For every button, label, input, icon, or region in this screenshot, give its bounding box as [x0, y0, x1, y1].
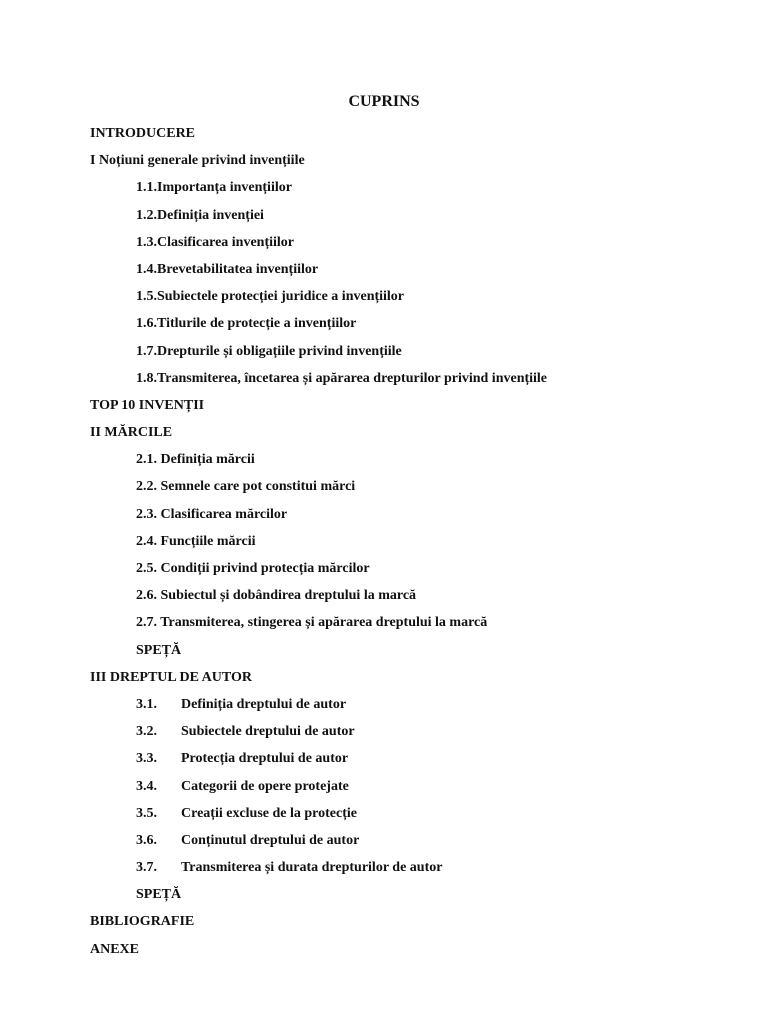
- toc-subsection-entry: [90, 800, 730, 827]
- toc-subsection-entry: 2.6. Subiectul și dobândirea dreptului la marcă: [136, 588, 417, 604]
- toc-entry-label: Categorii de opere protejate: [181, 778, 349, 794]
- toc-entry-label: Subiectele dreptului de autor: [181, 724, 355, 740]
- toc-subsection-entry: 1.8.Transmiterea, încetarea și apărarea drepturilor privind invențiile: [136, 370, 548, 386]
- toc-entry-number: 3.7.: [136, 860, 157, 876]
- toc-subsection-entry: 2.1. Definiția mărcii: [136, 452, 255, 468]
- toc-subsection-entry: [90, 691, 730, 718]
- toc-subsection-entry: [90, 773, 730, 800]
- toc-section-entry: ANEXE: [90, 941, 140, 957]
- toc-entry-number: 3.3.: [136, 751, 157, 767]
- toc-section-entry: TOP 10 INVENȚII: [90, 397, 205, 413]
- toc-subsection-entry: 2.5. Condiții privind protecția mărcilor: [136, 561, 370, 576]
- toc-subsection-entry: 1.3.Clasificarea invențiilor: [136, 234, 294, 250]
- toc-section-entry: III DREPTUL DE AUTOR: [90, 669, 252, 685]
- toc-section-entry: BIBLIOGRAFIE: [90, 914, 195, 930]
- toc-subsection-entry: 2.3. Clasificarea mărcilor: [136, 506, 288, 522]
- toc-subsection-entry: 1.5.Subiectele protecției juridice a invențiilor: [136, 289, 405, 305]
- toc-subsection-entry: 2.7. Transmiterea, stingerea și apărarea dreptului la marcă: [136, 615, 488, 631]
- toc-subsection-entry: 2.4. Funcțiile mărcii: [136, 533, 256, 549]
- toc-subsection-entry: 1.6.Titlurile de protecție a invențiilor: [136, 316, 357, 332]
- toc-subsection-entry: 1.4.Brevetabilitatea invențiilor: [136, 261, 319, 277]
- toc-entry-label: Conținutul dreptului de autor: [181, 832, 360, 848]
- toc-section-entry: INTRODUCERE: [90, 126, 196, 141]
- toc-section-entry: II MĂRCILE: [90, 425, 173, 441]
- toc-entry-label: Definiția dreptului de autor: [181, 696, 347, 712]
- toc-subsection-entry: SPEȚĂ: [136, 642, 182, 658]
- toc-entry-number: 3.5.: [136, 805, 157, 821]
- toc-entry-label: Protecția dreptului de autor: [181, 751, 349, 767]
- toc-subsection-entry: [90, 827, 730, 854]
- toc-entry-number: 3.6.: [136, 832, 157, 848]
- toc-subsection-entry: 1.1.Importanța invențiilor: [136, 180, 292, 196]
- toc-subsection-entry: [90, 745, 730, 772]
- toc-subsection-entry: 1.7.Drepturile și obligațiile privind invențiile: [136, 343, 402, 359]
- toc-subsection-entry: 1.2.Definiția invenției: [136, 207, 264, 223]
- toc-entry-label: Transmiterea și durata drepturilor de autor: [181, 860, 443, 876]
- toc-section-entry: I Noțiuni generale privind invențiile: [90, 153, 305, 169]
- toc-subsection-entry: 2.2. Semnele care pot constitui mărci: [136, 479, 356, 495]
- toc-entry-number: 3.2.: [136, 724, 157, 740]
- toc-entry-label: Creații excluse de la protecție: [181, 805, 357, 821]
- toc-subsection-entry: [90, 718, 730, 745]
- page-title: CUPRINS: [348, 93, 420, 110]
- toc-entry-number: 3.1.: [136, 696, 157, 712]
- toc-subsection-entry: SPEȚĂ: [136, 887, 182, 903]
- table-of-contents: [90, 120, 730, 963]
- toc-entry-number: 3.4.: [136, 778, 157, 794]
- toc-subsection-entry: [90, 854, 730, 881]
